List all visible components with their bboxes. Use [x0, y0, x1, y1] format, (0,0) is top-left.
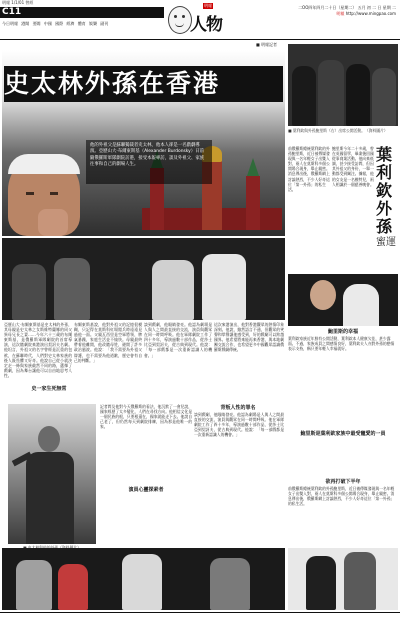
topline-left: 明報 1/1/01 曾經: [2, 0, 34, 5]
lead-headline: 史太林外孫在香港: [4, 66, 283, 102]
photo-figure: [306, 556, 336, 610]
nav-item[interactable]: 體育: [77, 21, 86, 26]
feature-column: 前俄羅斯總統葉利欽的外孫鮑里斯，近日被傳媒發現與一名年輕女子出雙入對，兩人在莫斯科多個公開場合現身，舉止親密。消息傳出後，俄羅斯網上討論熱烈，不少人好奇這位「第一外孫」的私生活。: [288, 486, 395, 507]
nav-item[interactable]: 國際: [55, 21, 64, 26]
portrait-hand: [38, 209, 68, 236]
feature-column: 鮑里斯今年二十多歲，曾在英國留學，畢業後回國從事商業活動。他向來低調，甚少接受訪問，但因其外祖父的身份，一舉一動都受到關注。據報，他的女友是一名模特兒，兩人相識於一個慈善晚會。: [332, 146, 374, 187]
nav-item[interactable]: 經濟: [66, 21, 75, 26]
kremlin-tower: [246, 176, 260, 230]
nav-item[interactable]: 副刊: [100, 21, 109, 26]
publication-info: [246, 5, 396, 23]
lead-column: 記者問及他對今天俄羅斯的看法，他沉默了一會兒說，國家經歷了太多變化，人們在尋找方向。他相信文化是一個民族的根，只要根還在，國家就能走下去。他說自己老了，但仍然每天到劇院排練，因為那是他唯一的家。: [100, 404, 192, 430]
lead-column: 談到戲劇，他眼睛發亮。他認為劇場是人與人之間最直接的交流，演員與觀眾在同一時間呼吸。他在軍隊劇院工作了四十多年，導演過數十部作品，從莎士比亞到契訶夫，從古典到現代。他說：「每一部戲都是一次重新認識人的機會。」: [144, 322, 212, 358]
stage-person: [16, 560, 52, 610]
lead-intro: 他的外祖父是蘇聯獨裁者史太林，他本人卻是一名戲劇導演。亞歷山大·布爾東斯基（Alexander Burdonsky）日前隨俄羅斯軍隊劇院訪港，接受本報專訪，談及外祖父、家族往事和自己的劇場人生。: [86, 140, 212, 184]
lead-subhead: 演員心靈探索者: [128, 487, 164, 493]
logo-badge: 明報: [204, 3, 212, 8]
stalin-head: [38, 426, 60, 452]
lead-column: 這次來港演出，他對香港觀眾的熱情印象深刻。他說，雖然語言不通，但觀眾的笑聲和掌聲讓他感受到，好的戲劇可以跨越國界。他希望將來能再來香港，與本地劇團交流合作，也希望更多中國觀眾認識俄羅斯戲劇傳統。: [214, 322, 284, 353]
photo-figure: [318, 60, 344, 126]
kremlin-spire: [247, 158, 259, 176]
feature-subhead: 欲再打破下半年: [325, 479, 361, 485]
footer-rule: [0, 612, 400, 613]
feature-subhead: 鮑里斯的幸福: [327, 329, 358, 335]
yeltsin-grandson-photo: [288, 274, 398, 326]
section-code: C11: [2, 7, 22, 17]
website-link[interactable]: http://www.mingpao.com: [345, 11, 396, 16]
lead-byline: ■ 明報記者: [256, 42, 278, 47]
section-nav: [0, 20, 164, 27]
lead-subhead: 背叛人性的罪名: [220, 405, 256, 411]
stage-person: [202, 254, 246, 320]
section-logo: [168, 2, 224, 36]
stage-person: [12, 264, 46, 320]
burdonsky-portrait: [8, 154, 80, 236]
stage-person: [58, 564, 88, 610]
feature-headline-sub: 蜜運: [376, 237, 396, 248]
stage-person: [210, 558, 250, 610]
portrait-eye: [26, 192, 34, 195]
theatre-stage-photo: [2, 238, 285, 320]
stalin-photo: [8, 404, 96, 544]
lead-column: 談到戲劇，他眼睛發亮。他認為劇場是人與人之間最直接的交流，演員與觀眾在同一時間呼吸。他在軍隊劇院工作了四十多年，導演過數十部作品，從莎士比亞到契訶夫，從古典到現代。他說：「每一部戲都是一次重新認識人的機會。」: [194, 412, 284, 438]
lead-column: 布爾東斯基說，他對外祖父的記憶很模糊，只記得在莫斯科紅場閱兵時遠遠見過他一面。父親瓦西里是空軍將領，脾氣暴躁，家庭生活並不愉快。母親最終帶着他離開，他改隨母姓，避開了許多政治風波。他說：「我不需要為外祖父辯護，也不需要為他道歉，歷史會有自己的判斷。」: [74, 322, 142, 363]
stage-person: [152, 260, 194, 320]
theatre-performance-photos: [2, 548, 285, 610]
portrait-eye: [50, 192, 58, 195]
section-bar: [0, 7, 164, 18]
feature-headline-main: 葉利欽外孫: [376, 145, 393, 236]
feature-subhead: 鮑里斯是葉利欽家族中最受寵愛的一員: [300, 431, 386, 437]
feature-column: 前俄羅斯總統葉利欽的外孫鮑里斯，近日被傳媒發現與一名年輕女子出雙入對，兩人在莫斯科多個公開場合現身，舉止親密。消息傳出後，俄羅斯網上討論熱烈，不少人好奇這位「第一外孫」的私生活。: [288, 146, 330, 192]
nav-item[interactable]: 要聞: [32, 21, 41, 26]
photo-figure: [346, 64, 370, 126]
lead-subhead: 史一家生死無常: [4, 385, 94, 392]
photo-face: [310, 280, 336, 310]
masthead-rule: [0, 39, 400, 40]
portrait-hair: [8, 154, 80, 174]
feature-headline: [376, 146, 398, 250]
face-logo-icon: [168, 6, 192, 34]
nav-item[interactable]: 娛樂: [88, 21, 97, 26]
nav-item[interactable]: 中國: [43, 21, 52, 26]
yeltsin-photo: [288, 44, 398, 126]
photo-figure: [372, 68, 396, 126]
feature-column: 葉利欽家族近年鮮有公開活動，葉利欽本人健康欠佳，甚少露面。不過，家族成員之間感情良好，葉利欽夫人亦對外孫的戀情表示支持，稱只要年輕人幸福就好。: [288, 336, 395, 352]
couple-photo: [288, 548, 398, 610]
stalin-body: [26, 452, 74, 544]
logo-title: 人物: [190, 15, 222, 35]
stage-person: [122, 554, 162, 610]
stage-person: [54, 258, 90, 320]
nav-item[interactable]: 港聞: [21, 21, 30, 26]
pub-brand: 明報: [336, 11, 345, 16]
photo-figure: [343, 284, 379, 326]
pub-date: 二OO四年四月二十日（星期二） 五月 初 二 日 星期 二: [298, 5, 396, 10]
nav-item[interactable]: 今日明報: [2, 21, 18, 26]
photo-figure: [292, 66, 316, 126]
lead-column: 亞歷山大·布爾東斯基是史太林的外孫，其母親是史太林之女斯維特蘭娜的同父異母兄長之妻……今年六十三歲的布爾東斯基，是俄羅斯軍隊劇院的首席導演，這次隨劇院來港演出契訶夫名劇。他坦言，外祖父的名字曾經是沉重的包袱，在蘇聯時代，人們對史太林家族的後人既畏懼又好奇。他說自己從小就決定走一條與家族截然不同的路，選擇了戲劇，因為舞台讓他可以自由地思考人性。: [4, 322, 72, 378]
photo-figure: [344, 552, 376, 610]
yeltsin-photo-caption: ■ 葉利欽與外孫鮑里斯（右）出席公開活動。（資料圖片）: [288, 128, 388, 133]
